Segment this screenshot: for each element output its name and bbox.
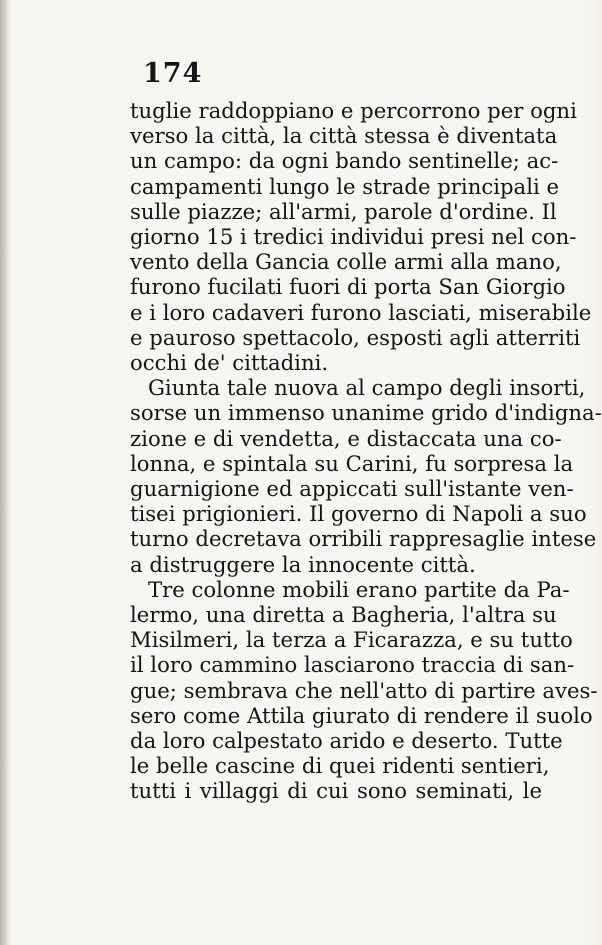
text-line: turno decretava orribili rappresaglie intese [130,526,597,552]
text-line: tuglie raddoppiano e percorrono per ogni [130,98,577,123]
text-line: lermo, una diretta a Bagheria, l'altra su [130,602,557,628]
text-line: e i loro cadaveri furono lasciati, miserabile [130,299,592,325]
text-line: campamenti lungo le strade principali e [130,173,560,199]
text-line: zione e di vendetta, e distaccata una co- [130,425,562,451]
text-line: Tre colonne mobili erano partite da Pa- [148,576,570,602]
text-line: le belle cascine di quei ridenti sentieri, [130,753,550,779]
page-spine-shadow [0,0,10,945]
text-line: gue; sembrava che nell'atto di partire aves- [130,677,598,703]
text-line: verso la città, la città stessa è diventata [130,123,558,149]
page-number: 174 [143,58,203,89]
text-line: Misilmeri, la terza a Ficarazza, e su tutto [130,627,573,653]
text-line: guarnigione ed appiccati sull'istante ven- [130,476,574,502]
text-line: sulle piazze; all'armi, parole d'ordine. Il [130,198,557,224]
text-line: occhi de' cittadini. [130,350,329,376]
text-line: il loro cammino lasciarono traccia di san- [130,652,575,678]
text-line: lonna, e spintala su Carini, fu sorpresa la [130,450,574,476]
text-line: tutti i villaggi di cui sono seminati, le [130,778,542,804]
text-line: Giunta tale nuova al campo degli insorti, [148,375,586,401]
text-line: vento della Gancia colle armi alla mano, [130,249,562,275]
text-line: giorno 15 i tredici individui presi nel con- [130,224,577,250]
text-line: tisei prigionieri. Il governo di Napoli a suo [130,501,587,527]
text-line: e pauroso spettacolo, esposti agli atterriti [130,324,581,350]
page-text [130,98,602,804]
text-line: a distruggere la innocente città. [130,551,476,577]
text-line: furono fucilati fuori di porta San Giorgio [130,274,566,300]
text-line: da loro calpestato arido e deserto. Tutte [130,728,563,754]
text-line: un campo: da ogni bando sentinelle; ac- [130,148,559,174]
text-line: sero come Attila giurato di rendere il suolo [130,702,593,728]
text-line: sorse un immenso unanime grido d'indigna- [130,400,602,426]
